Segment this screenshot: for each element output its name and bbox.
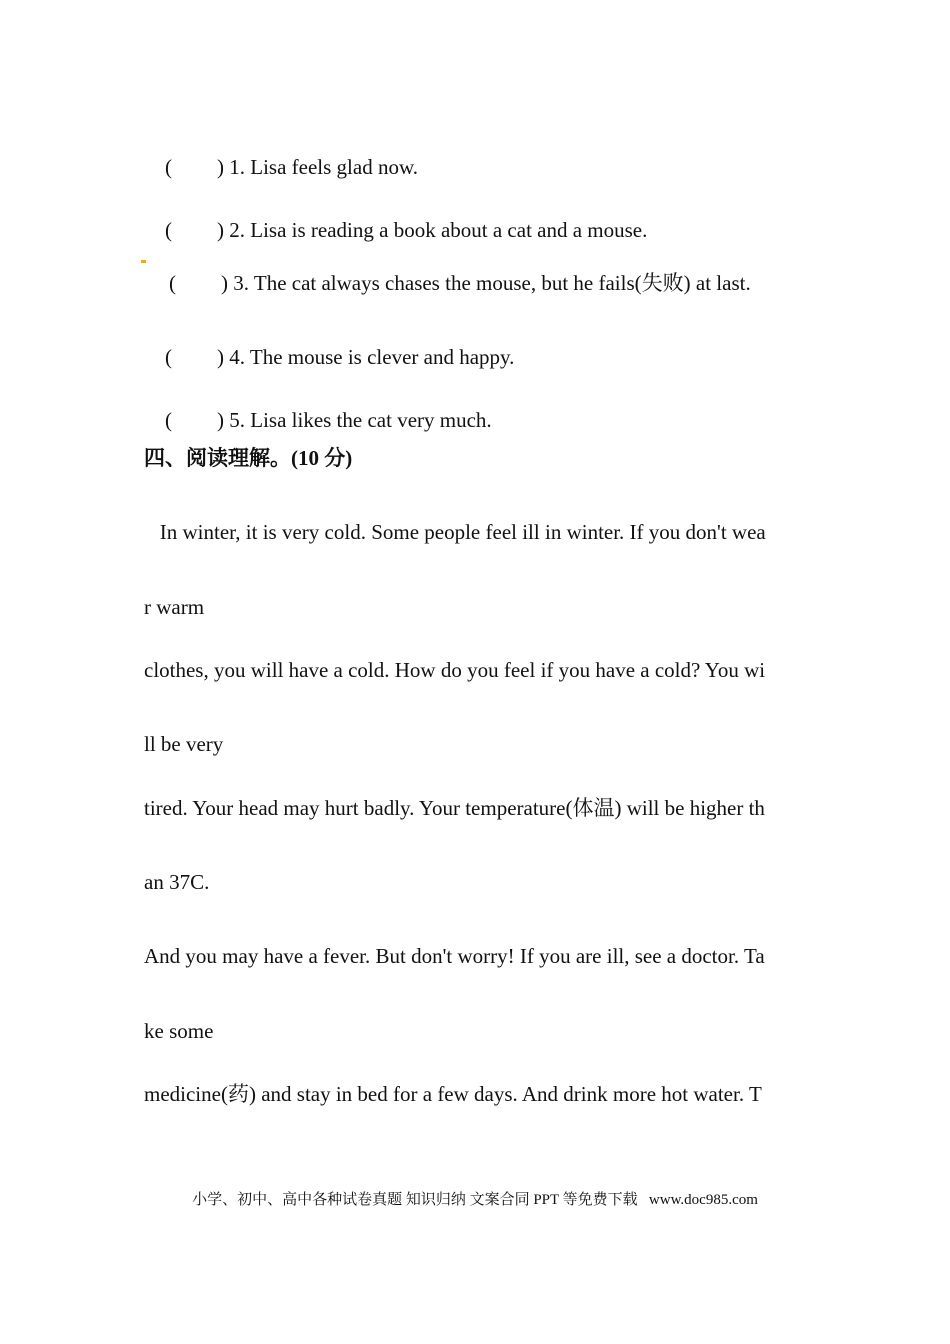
passage-line: And you may have a fever. But don't worry! If you are ill, see a doctor. Ta (144, 944, 765, 968)
passage-line: ll be very (144, 732, 224, 756)
passage-line: tired. Your head may hurt badly. Your temperature(体温) will be higher th (144, 796, 765, 820)
answer-blank: ( (165, 345, 172, 369)
question-3 (148, 244, 751, 322)
question-text: ) 5. Lisa likes the cat very much. (217, 408, 492, 432)
answer-blank: ( (165, 408, 172, 432)
question-text: ) 1. Lisa feels glad now. (217, 155, 418, 179)
passage-line: clothes, you will have a cold. How do you feel if you have a cold? You wi (144, 658, 766, 682)
answer-blank: ( (165, 218, 172, 242)
edit-mark (141, 260, 146, 263)
question-text: ) 4. The mouse is clever and happy. (217, 345, 515, 369)
question-text: ) 2. Lisa is reading a book about a cat and a mouse. (217, 218, 648, 242)
section-heading: 四、阅读理解。(10 分) (144, 446, 353, 470)
passage-line: an 37C. (144, 870, 210, 894)
passage-line: r warm (144, 595, 205, 619)
answer-blank: ( (165, 155, 172, 179)
passage-line: medicine(药) and stay in bed for a few days. And drink more hot water. T (144, 1082, 762, 1106)
question-text: ) 3. The cat always chases the mouse, but he fails(失败) at last. (221, 271, 751, 295)
answer-blank: ( (169, 271, 176, 295)
passage-line: ke some (144, 1019, 214, 1043)
page-footer: 小学、初中、高中各种试卷真题 知识归纳 文案合同 PPT 等免费下载 www.doc985.com (192, 1192, 758, 1208)
passage-line: In winter, it is very cold. Some people feel ill in winter. If you don't wea (144, 520, 766, 544)
